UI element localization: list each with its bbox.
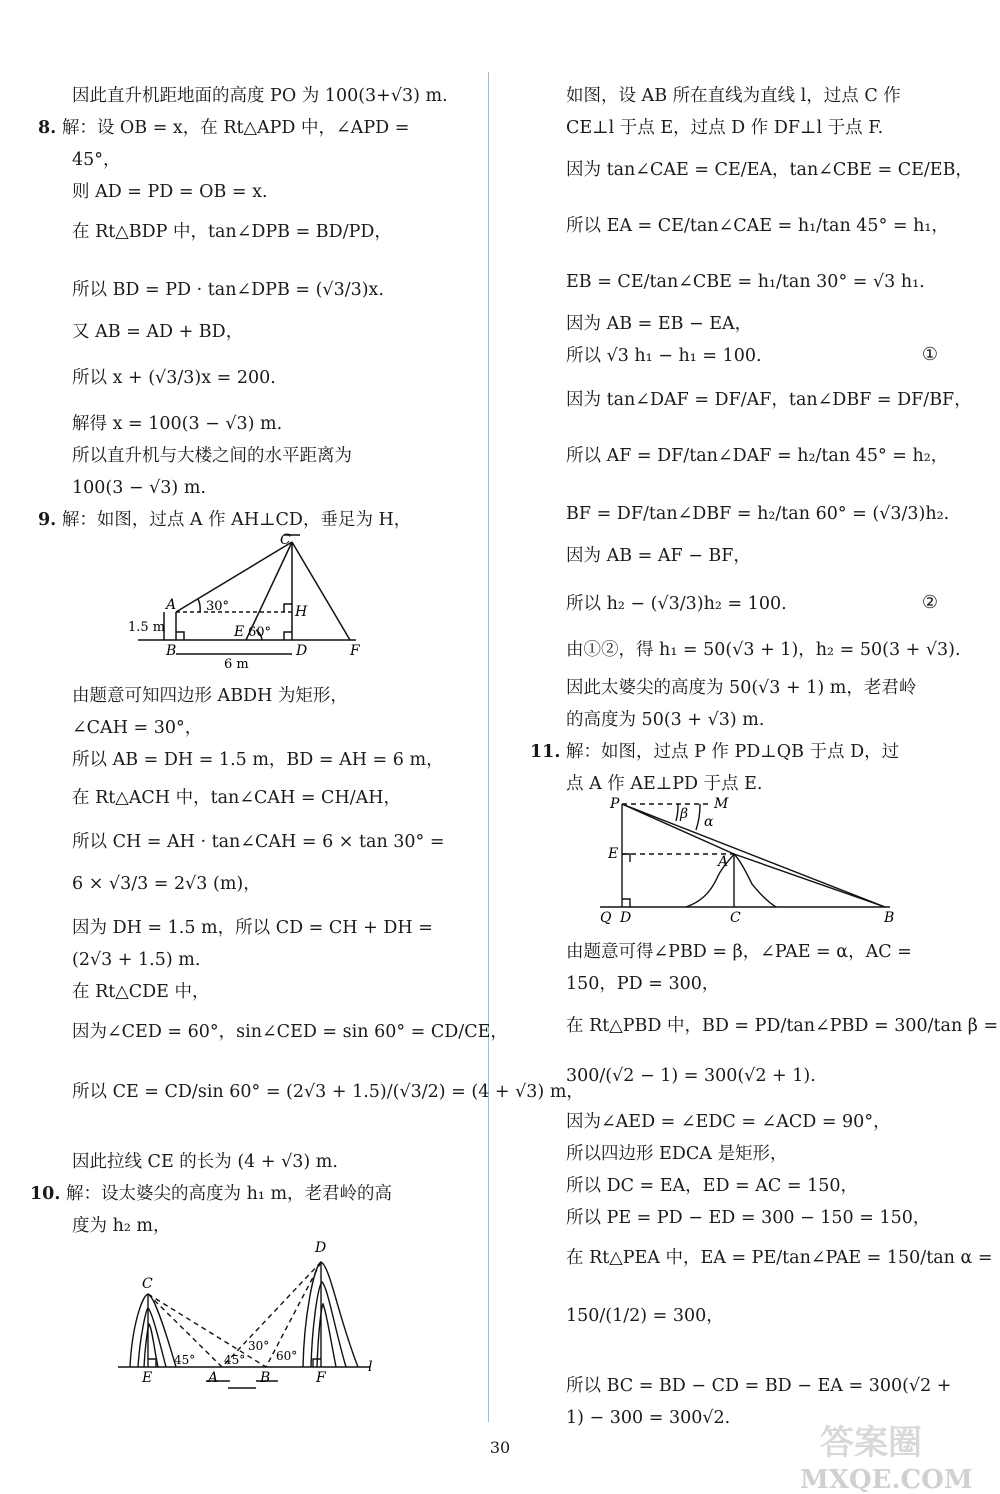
line-text: 因此太婆尖的高度为 50(√3 + 1) m，老君岭 <box>566 678 917 698</box>
line-text: 所以 PE = PD − ED = 300 − 150 = 150， <box>566 1208 931 1228</box>
left-column-line <box>72 1150 338 1174</box>
line-text: 所以 BC = BD − CD = BD − EA = 300(√2 + <box>566 1376 952 1396</box>
right-column-line <box>566 1304 724 1328</box>
right-column-line <box>566 1374 951 1398</box>
line-text: 在 Rt△PEA 中，EA = PE/tan∠PAE = 150/tan α = <box>566 1248 993 1268</box>
line-text: 在 Rt△ACH 中，tan∠CAH = CH/AH， <box>72 788 402 808</box>
line-text: 150/(1/2) = 300， <box>566 1306 724 1326</box>
figure-problem-9 <box>128 530 368 675</box>
left-column-line <box>72 748 444 772</box>
fig10-label-E: E <box>142 1370 153 1386</box>
line-text: 所以 BD = PD · tan∠DPB = (√3/3)x. <box>72 280 384 300</box>
line-text: 则 AD = PD = OB = x. <box>72 182 268 202</box>
line-text: 300/(√2 − 1) = 300(√2 + 1). <box>566 1066 816 1086</box>
fig10-label-D: D <box>315 1240 327 1256</box>
line-text: 解：如图，过点 A 作 AH⊥CD，垂足为 H， <box>61 510 412 530</box>
right-column-line <box>566 1206 930 1230</box>
line-text: BF = DF/tan∠DBF = h₂/tan 60° = (√3/3)h₂. <box>566 504 950 524</box>
right-column-line <box>566 1014 998 1038</box>
line-text: 在 Rt△BDP 中，tan∠DPB = BD/PD， <box>72 222 392 242</box>
fig11-label-B: B <box>884 910 895 926</box>
left-column-line <box>72 948 200 972</box>
line-text: 1) − 300 = 300√2. <box>566 1408 731 1428</box>
fig11-label-Q: Q <box>600 910 612 926</box>
circled-mark-1: ① <box>921 344 938 365</box>
right-column-line <box>566 1406 730 1430</box>
line-text: CE⊥l 于点 E，过点 D 作 DF⊥l 于点 F. <box>566 118 884 138</box>
line-text: 如图，设 AB 所在直线为直线 l，过点 C 作 <box>566 86 901 106</box>
left-column-line <box>72 278 384 302</box>
fig11-label-alpha: α <box>704 814 714 830</box>
figure-problem-11 <box>600 794 910 926</box>
right-column-line <box>566 116 883 140</box>
line-text: 解得 x = 100(3 − √3) m. <box>72 414 283 434</box>
left-column-line <box>38 508 411 532</box>
fig9-label-B: B <box>166 643 177 659</box>
svg-text:答案圈: 答案圈 <box>820 1423 922 1463</box>
line-text: 解：设太婆尖的高度为 h₁ m，老君岭的高 <box>66 1184 393 1204</box>
right-column-line <box>566 1064 816 1088</box>
fig9-label-E: E <box>234 624 245 640</box>
left-column-line <box>72 1020 508 1044</box>
line-text: 由题意可知四边形 ABDH 为矩形， <box>72 686 348 706</box>
problem-number: 11. <box>530 742 561 762</box>
left-column-line <box>72 786 401 810</box>
line-text: 在 Rt△PBD 中，BD = PD/tan∠PBD = 300/tan β = <box>566 1016 999 1036</box>
fig11-label-M: M <box>714 796 729 812</box>
left-column-line <box>72 84 448 108</box>
line-text: 点 A 作 AE⊥PD 于点 E. <box>566 774 763 794</box>
line-text: 所以 AF = DF/tan∠DAF = h₂/tan 45° = h₂， <box>566 446 949 466</box>
fig9-label-D: D <box>296 643 308 659</box>
line-text: 45°， <box>72 150 121 170</box>
fig10-angle-60: 60° <box>276 1349 298 1363</box>
right-column-line <box>566 502 949 526</box>
line-text: 所以 x + (√3/3)x = 200. <box>72 368 276 388</box>
line-text: 所以 h₂ − (√3/3)h₂ = 100. <box>566 594 787 614</box>
line-text: 6 × √3/3 = 2√3 (m)， <box>72 874 261 894</box>
right-column-line <box>566 772 762 796</box>
problem-number: 9. <box>38 510 57 530</box>
fig9-width-label: 6 m <box>224 657 249 672</box>
right-column-line <box>566 972 719 996</box>
fig11-label-D: D <box>620 910 632 926</box>
watermark-logo <box>780 1412 990 1492</box>
line-text: 因为 DH = 1.5 m，所以 CD = CH + DH = <box>72 918 433 938</box>
line-text: 在 Rt△CDE 中， <box>72 982 210 1002</box>
left-column-line <box>72 684 348 708</box>
fig11-label-A: A <box>718 854 729 870</box>
line-text: 因为 tan∠CAE = CE/EA，tan∠CBE = CE/EB， <box>566 160 973 180</box>
line-text: 度为 h₂ m， <box>72 1216 171 1236</box>
line-text: 因此直升机距地面的高度 PO 为 100(3+√3) m. <box>72 86 448 106</box>
line-text: 又 AB = AD + BD， <box>72 322 244 342</box>
line-text: 所以 AB = DH = 1.5 m，BD = AH = 6 m， <box>72 750 444 770</box>
left-column-line <box>72 148 121 172</box>
problem-number: 10. <box>30 1184 61 1204</box>
line-text: 因为∠CED = 60°，sin∠CED = sin 60° = CD/CE， <box>72 1022 508 1042</box>
line-text: 的高度为 50(3 + √3) m. <box>566 710 765 730</box>
left-column-line <box>72 220 392 244</box>
fig10-label-A: A <box>208 1370 219 1386</box>
left-column-line <box>72 716 202 740</box>
left-column-line <box>72 872 261 896</box>
line-text: 100(3 − √3) m. <box>72 478 206 498</box>
line-text: (2√3 + 1.5) m. <box>72 950 201 970</box>
fig10-label-C: C <box>142 1276 153 1292</box>
right-column-line <box>566 444 948 468</box>
left-column-line <box>72 320 243 344</box>
right-column-line <box>566 84 901 108</box>
line-text: 由题意可得∠PBD = β，∠PAE = α，AC = <box>566 942 912 962</box>
right-column-line <box>566 940 912 964</box>
line-text: 所以 EA = CE/tan∠CAE = h₁/tan 45° = h₁， <box>566 216 949 236</box>
column-divider <box>488 72 489 1422</box>
line-text: 解：设 OB = x，在 Rt△APD 中，∠APD = <box>61 118 410 138</box>
left-column-line <box>72 830 445 854</box>
line-text: 因为 tan∠DAF = DF/AF，tan∠DBF = DF/BF， <box>566 390 972 410</box>
fig11-label-beta: β <box>680 806 689 822</box>
left-column-line <box>72 412 282 436</box>
page-number: 30 <box>489 1438 511 1457</box>
fig11-label-P: P <box>610 796 620 812</box>
line-text: 所以 CE = CD/sin 60° = (2√3 + 1.5)/(√3/2) = (4 + √3) m， <box>72 1082 584 1102</box>
fig10-angle-45b: 45° <box>224 1353 246 1367</box>
fig9-label-F: F <box>350 643 360 659</box>
fig10-label-l: l <box>368 1359 373 1375</box>
left-column-line <box>30 1182 392 1206</box>
line-text: 因为 AB = AF − BF， <box>566 546 751 566</box>
left-column-line <box>72 366 276 390</box>
line-text: 所以直升机与大楼之间的水平距离为 <box>72 446 352 466</box>
fig9-angle-60: 60° <box>248 625 272 640</box>
left-column-line <box>72 1080 584 1104</box>
right-column-line <box>530 740 899 764</box>
line-text: 因为∠AED = ∠EDC = ∠ACD = 90°， <box>566 1112 891 1132</box>
line-text: ∠CAH = 30°， <box>72 718 203 738</box>
right-column-line <box>566 676 916 700</box>
line-text: 因此拉线 CE 的长为 (4 + √3) m. <box>72 1152 338 1172</box>
fig10-label-F: F <box>316 1370 326 1386</box>
left-column-line <box>72 444 352 468</box>
left-column-line <box>72 180 268 204</box>
right-column-line <box>566 158 973 182</box>
line-text: 解：如图，过点 P 作 PD⊥QB 于点 D，过 <box>566 742 900 762</box>
right-column-line <box>566 214 949 238</box>
line-text: 因为 AB = EB − EA， <box>566 314 753 334</box>
right-column-line <box>566 312 752 336</box>
fig9-angle-30: 30° <box>206 599 230 614</box>
fig10-angle-30: 30° <box>248 1339 270 1353</box>
circled-mark-2: ② <box>921 592 938 613</box>
line-text: 所以 √3 h₁ − h₁ = 100. <box>566 346 762 366</box>
line-text: 150，PD = 300， <box>566 974 720 994</box>
line-text: 所以四边形 EDCA 是矩形， <box>566 1144 788 1164</box>
fig9-height-label: 1.5 m <box>128 620 166 635</box>
right-column-line <box>566 1246 993 1270</box>
fig10-angle-45a: 45° <box>174 1353 196 1367</box>
line-text: 所以 DC = EA，ED = AC = 150， <box>566 1176 858 1196</box>
watermark-text: MXQE.COM <box>800 1465 973 1492</box>
problem-number: 8. <box>38 118 57 138</box>
left-column-line <box>38 116 409 140</box>
right-column-line <box>566 638 961 662</box>
fig10-label-B: B <box>260 1370 271 1386</box>
right-column-line <box>566 344 762 368</box>
right-column-line <box>566 1174 858 1198</box>
fig9-label-H: H <box>295 604 308 620</box>
line-text: 由①②，得 h₁ = 50(√3 + 1)，h₂ = 50(3 + √3). <box>566 640 961 660</box>
right-column-line <box>566 544 751 568</box>
right-column-line <box>566 1110 891 1134</box>
left-column-line <box>72 476 206 500</box>
line-text: EB = CE/tan∠CBE = h₁/tan 30° = √3 h₁. <box>566 272 925 292</box>
right-column-line <box>566 708 764 732</box>
fig9-label-C: C <box>280 532 291 548</box>
fig9-label-A: A <box>166 597 177 613</box>
right-column-line <box>566 592 787 616</box>
right-column-line <box>566 270 925 294</box>
fig11-label-C: C <box>730 910 741 926</box>
fig11-label-E: E <box>608 846 619 862</box>
left-column-line <box>72 980 210 1004</box>
left-column-line <box>72 916 433 940</box>
right-column-line <box>566 1142 787 1166</box>
left-column-line <box>72 1214 171 1238</box>
figure-problem-10 <box>118 1236 388 1396</box>
right-column-line <box>566 388 972 412</box>
line-text: 所以 CH = AH · tan∠CAH = 6 × tan 30° = <box>72 832 445 852</box>
